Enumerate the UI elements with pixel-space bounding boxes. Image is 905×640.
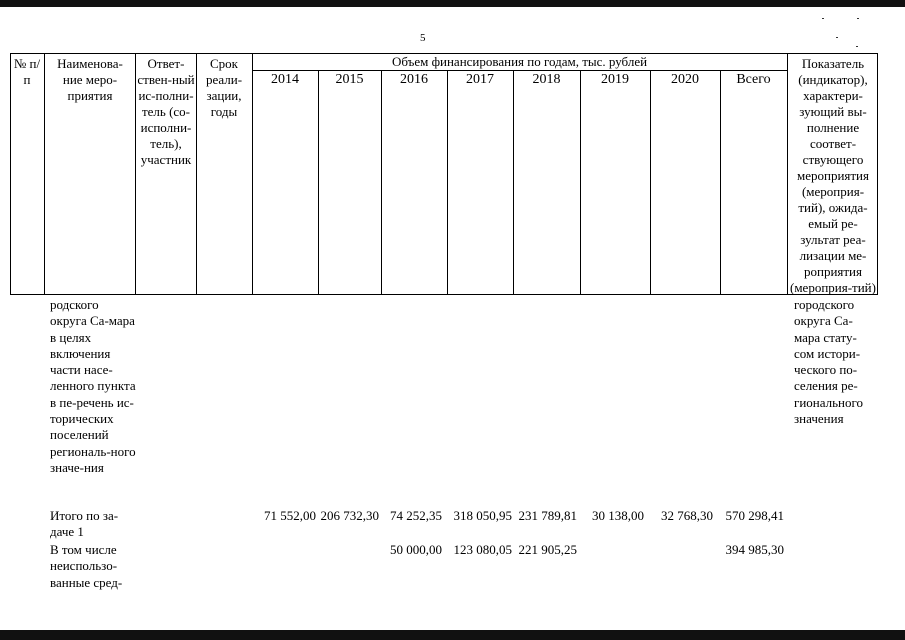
col-line (318, 70, 319, 295)
unused-value: 221 905,25 (518, 542, 577, 557)
total-value: 30 138,00 (592, 508, 644, 523)
header-year: 2020 (671, 72, 699, 87)
header-year: 2015 (335, 72, 364, 87)
col-line (650, 70, 651, 295)
total-value: 32 768,30 (661, 508, 713, 523)
bottom-border (0, 630, 905, 640)
top-border (0, 0, 905, 7)
scan-speck (836, 37, 838, 38)
col-line (10, 53, 11, 295)
total-value: 206 732,30 (320, 508, 379, 523)
unused-value: 394 985,30 (725, 542, 784, 557)
col-line (720, 70, 721, 295)
funding-divider-line (252, 70, 787, 71)
total-value: 71 552,00 (264, 508, 316, 523)
continuation-indicator: городского округа Са-мара стату-сом истори-ческого по-селения ре-гионального значения (794, 297, 864, 427)
total-value: 570 298,41 (725, 508, 784, 523)
header-term: Срок реали-зации, годы (205, 56, 243, 119)
total-value: 318 050,95 (453, 508, 512, 523)
header-year: 2018 (532, 72, 561, 87)
col-line (381, 70, 382, 295)
header-funding-title: Объем финансирования по годам, тыс. рублей (391, 54, 648, 69)
unused-label: В том числе неиспользо-ванные сред- (50, 542, 123, 590)
page-number: 5 (420, 32, 426, 44)
header-indicator: Показатель (индикатор), характери-зующий вы-полнение соответ-ствующего мероприятия (мероприя-тий), ожида-емый ре-зультат реа-лизации ме-роприятия (мероприя-тий) (790, 56, 876, 295)
col-line (447, 70, 448, 295)
col-line (877, 53, 878, 295)
total-value: 231 789,81 (518, 508, 577, 523)
header-year: 2019 (601, 72, 629, 87)
header-total: Всего (736, 72, 771, 87)
continuation-name: родского округа Са-мара в целях включения части насе-ленного пункта в пе-речень ис-торических поселений региональ-ного значе-ния (50, 297, 136, 475)
header-year: 2014 (271, 72, 299, 87)
col-line (513, 70, 514, 295)
header-year: 2016 (400, 72, 428, 87)
col-line (252, 53, 253, 295)
header-num: № п/п (13, 56, 41, 87)
unused-value: 50 000,00 (390, 542, 442, 557)
total-value: 74 252,35 (390, 508, 442, 523)
header-executor: Ответ-ствен-ный ис-полни-тель (со-исполни-тель), участник (137, 56, 195, 167)
scan-speck (857, 18, 859, 19)
scan-speck (822, 18, 824, 19)
col-line (135, 53, 136, 295)
col-line (580, 70, 581, 295)
col-line (44, 53, 45, 295)
col-line (196, 53, 197, 295)
unused-value: 123 080,05 (453, 542, 512, 557)
scan-speck (856, 46, 858, 47)
header-bottom-line (10, 294, 878, 295)
header-name: Наименова-ние меро-приятия (57, 56, 123, 103)
header-year: 2017 (466, 72, 494, 87)
total-label: Итого по за-даче 1 (50, 508, 119, 540)
col-line (787, 53, 788, 295)
